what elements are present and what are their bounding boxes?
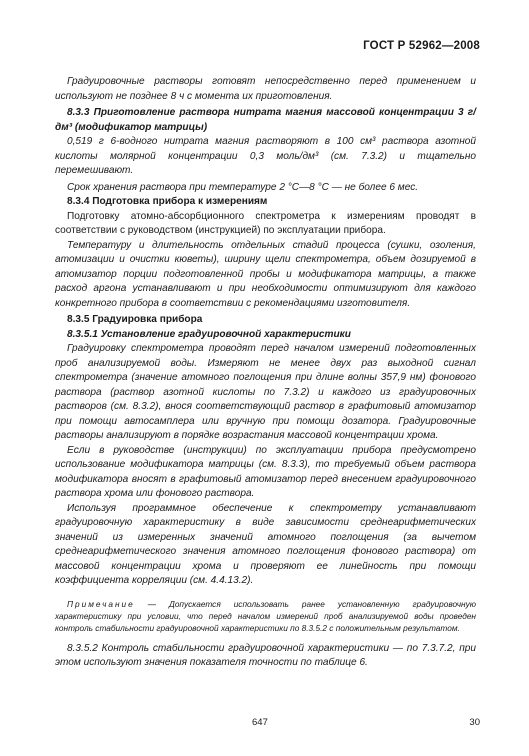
paragraph: Подготовку атомно-абсорбционного спектрометра к измерениям проводят в соответствии с руководством (инструкцией) по эксплуатации прибора. <box>55 210 476 236</box>
note-text: — Допускается использовать ранее установленную градуировочную характеристику при условии, что перед началом измерений проб анализируемой воды проведен контроль стабильности градуировочной характеристики по 8.3.5.2 с положительным результатом. <box>55 598 476 633</box>
paragraph: Градуировочные растворы готовят непосредственно перед применением и используют не позднее 8 ч с момента их приготовления. <box>55 76 476 102</box>
paragraph: 0,519 г 6-водного нитрата магния растворяют в 100 см³ раствора азотной кислоты молярной концентрации 0,3 моль/дм³ (см. 7.3.2) и тщательно перемешивают. <box>55 136 476 176</box>
paragraph: Используя программное обеспечение к спектрометру устанавливают градуировочную характеристику в виде зависимости среднеарифметических значений из измеренных значений атомного поглощения (за вычетом среднеарифметического значения атомного поглощения фонового раствора) от массовой концентрации хрома и проверяют ее линейность при помощи коэффициента корреляции (см. 4.4.13.2). <box>55 502 476 586</box>
note <box>55 598 476 634</box>
subsection-heading: 8.3.5.1 Установление градуировочной характеристики <box>67 328 351 340</box>
section-heading: 8.3.4 Подготовка прибора к измерениям <box>67 196 268 207</box>
paragraph: Температуру и длительность отдельных стадий процесса (сушки, озоления, атомизации и очистки кюветы), ширину щели спектрометра, объем дозируемой в атомизатор порции подготовленной пробы и модификатора матрицы, а также расход аргона устанавливают и при необходимости оптимизируют для каждого конкретного прибора в соответствии с рекомендациями изготовителя. <box>55 239 476 309</box>
paragraph: Градуировку спектрометра проводят перед началом измерений подготовленных проб анализируемой воды. Измеряют не менее двух раз выходной сигнал спектрометра (значение атомного поглощения при длине волны 357,9 нм) фонового раствора (раствор азотной кислоты по 7.3.2) и каждого из градуировочных растворов (см. 8.3.2), внося соответствующий раствор в графитовый атомизатор при помощи автосамплера или вручную при помощи дозатора. Градуировочные растворы анализируют в порядке возрастания массовой концентрации хрома. <box>55 343 476 441</box>
paragraph: 8.3.5.2 Контроль стабильности градуировочной характеристики — по 7.3.7.2, при этом используют значения показателя точности по таблице 6. <box>55 642 476 668</box>
note-label: Примечание <box>67 598 135 609</box>
paragraph: Если в руководстве (инструкции) по эксплуатации прибора предусмотрено использование модификатора матрицы (см. 8.3.3), то требуемый объем раствора модификатора вносят в графитовый атомизатор перед внесением градуировочного раствора хрома или фонового раствора. <box>55 444 476 499</box>
paragraph: Срок хранения раствора при температуре 2 °С—8 °С — не более 6 мес. <box>67 181 419 193</box>
footer-number: 647 <box>252 717 268 728</box>
page-number: 30 <box>469 717 480 728</box>
section-heading: 8.3.3 Приготовление раствора нитрата магния массовой концентрации 3 г/дм³ (модификатор матрицы) <box>55 107 476 133</box>
section-heading: 8.3.5 Градуировка прибора <box>67 314 203 325</box>
body-text <box>55 75 476 671</box>
standard-code: ГОСТ Р 52962—2008 <box>363 40 480 52</box>
